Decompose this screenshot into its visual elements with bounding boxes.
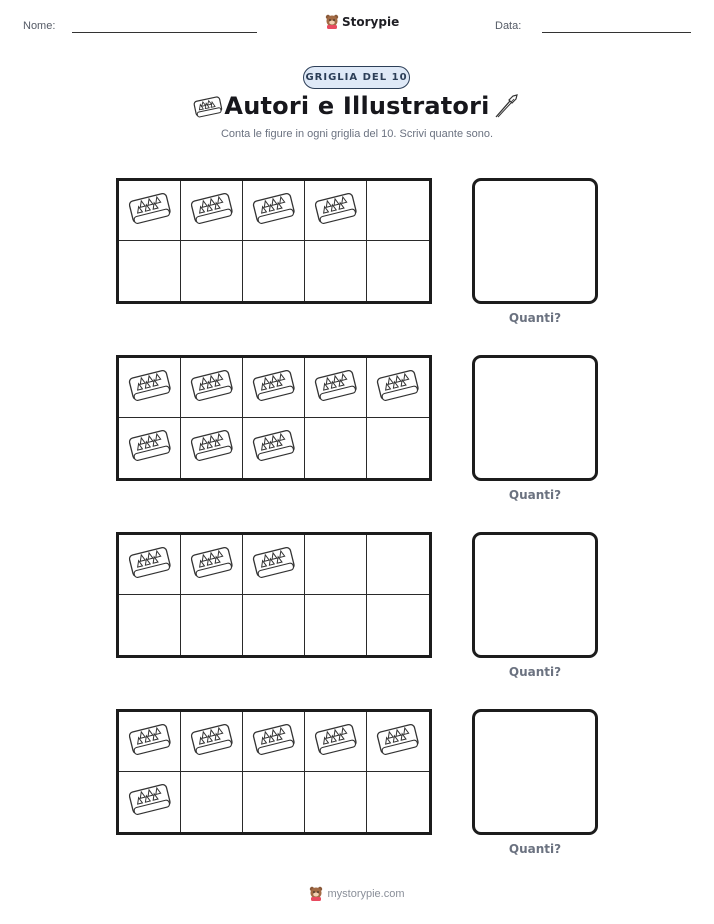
answer-box-3[interactable] [472, 532, 598, 658]
answer-label-4: Quanti? [508, 842, 562, 856]
watercolor-palette-icon [313, 722, 359, 762]
watercolor-palette-icon [189, 191, 235, 231]
brand-name: Storypie [342, 14, 400, 29]
ten-frame-cell [119, 358, 181, 418]
name-label: Nome: [23, 20, 56, 32]
ten-frame-cell [367, 358, 429, 418]
ten-frame-cell [119, 595, 181, 655]
ten-frame-cell [181, 418, 243, 478]
ten-frame-cell [305, 418, 367, 478]
ten-frame-cell [119, 181, 181, 241]
footer [0, 886, 714, 901]
ten-frame-cell [367, 772, 429, 832]
watercolor-palette-icon [313, 191, 359, 231]
ten-frame-cell [181, 772, 243, 832]
watercolor-palette-icon [251, 545, 297, 585]
answer-label-1: Quanti? [508, 311, 562, 325]
date-label: Data: [495, 20, 522, 32]
answer-box-2[interactable] [472, 355, 598, 481]
watercolor-palette-icon [189, 722, 235, 762]
watercolor-palette-icon [189, 368, 235, 408]
answer-label-3: Quanti? [508, 665, 562, 679]
watercolor-palette-icon [127, 782, 173, 822]
answer-box-4[interactable] [472, 709, 598, 835]
date-line[interactable] [542, 32, 691, 33]
ten-frame-cell [181, 241, 243, 301]
watercolor-palette-icon [189, 428, 235, 468]
ten-frame-cell [367, 181, 429, 241]
ten-frame-cell [367, 595, 429, 655]
watercolor-palette-icon [251, 722, 297, 762]
ten-frame-cell [243, 358, 305, 418]
watercolor-palette-icon [251, 191, 297, 231]
answer-label-2: Quanti? [508, 488, 562, 502]
ten-frame-cell [243, 418, 305, 478]
watercolor-palette-icon [127, 722, 173, 762]
watercolor-palette-icon [127, 545, 173, 585]
watercolor-palette-icon [251, 428, 297, 468]
name-line[interactable] [72, 32, 257, 33]
ten-frame-cell [367, 535, 429, 595]
ten-frame-cell [243, 595, 305, 655]
ten-frame-cell [305, 712, 367, 772]
bear-mascot-icon [325, 14, 339, 29]
ten-frame-cell [305, 535, 367, 595]
ten-frame-1 [116, 178, 432, 304]
watercolor-palette-icon [313, 368, 359, 408]
ten-frame-3 [116, 532, 432, 658]
footer-url[interactable]: mystorypie.com [327, 887, 405, 900]
watercolor-palette-icon [375, 722, 421, 762]
answer-box-1[interactable] [472, 178, 598, 304]
worksheet-type-badge: GRIGLIA DEL 10 [303, 66, 410, 89]
page-title: Autori e Illustratori [224, 92, 490, 120]
watercolor-palette-icon [251, 368, 297, 408]
ten-frame-cell [243, 241, 305, 301]
bear-mascot-icon [309, 886, 323, 901]
ten-frame-cell [119, 241, 181, 301]
ten-frame-cell [305, 772, 367, 832]
ten-frame-cell [243, 772, 305, 832]
ten-frame-cell [181, 595, 243, 655]
ten-frame-cell [243, 535, 305, 595]
ten-frame-cell [305, 358, 367, 418]
ten-frame-cell [305, 181, 367, 241]
watercolor-palette-icon [127, 368, 173, 408]
ten-frame-cell [367, 712, 429, 772]
watercolor-palette-icon [189, 545, 235, 585]
ten-frame-cell [243, 712, 305, 772]
ten-frame-2 [116, 355, 432, 481]
watercolor-palette-icon [127, 428, 173, 468]
ten-frame-cell [367, 418, 429, 478]
ten-frame-4 [116, 709, 432, 835]
paintbrush-icon [492, 92, 520, 120]
ten-frame-cell [119, 712, 181, 772]
ten-frame-cell [119, 535, 181, 595]
ten-frame-cell [305, 241, 367, 301]
ten-frame-cell [181, 358, 243, 418]
ten-frame-cell [181, 181, 243, 241]
watercolor-palette-icon [127, 191, 173, 231]
ten-frame-cell [181, 712, 243, 772]
watercolor-palette-icon [375, 368, 421, 408]
ten-frame-cell [367, 241, 429, 301]
ten-frame-cell [119, 418, 181, 478]
ten-frame-cell [181, 535, 243, 595]
brand-logo [325, 14, 399, 29]
ten-frame-cell [119, 772, 181, 832]
instructions: Conta le figure in ogni griglia del 10. Scrivi quante sono. [220, 128, 494, 140]
ten-frame-cell [305, 595, 367, 655]
ten-frame-cell [243, 181, 305, 241]
